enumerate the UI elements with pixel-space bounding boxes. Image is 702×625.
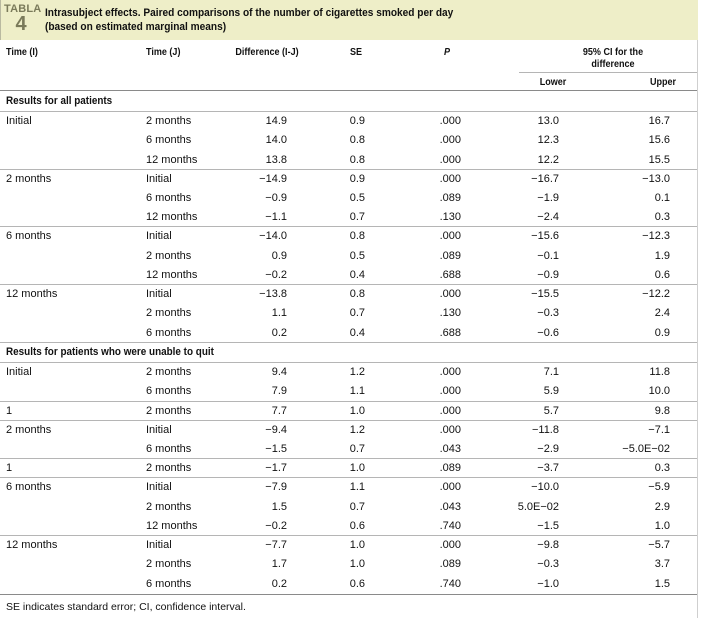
cell-p: .000 bbox=[439, 539, 461, 552]
cell-time-j: Initial bbox=[146, 481, 172, 494]
cell-time-j: 2 months bbox=[146, 558, 192, 571]
cell-p: .688 bbox=[439, 268, 461, 281]
table-badge bbox=[4, 3, 42, 37]
cell-lower: −0.9 bbox=[537, 268, 559, 281]
section-all-patients: Results for all patients bbox=[6, 95, 113, 107]
cell-time-j: 6 months bbox=[146, 442, 192, 455]
cell-difference: −0.2 bbox=[265, 519, 287, 532]
cell-p: .000 bbox=[439, 115, 461, 127]
footnote: SE indicates standard error; CI, confidence interval. bbox=[6, 601, 246, 613]
cell-time-i: 6 months bbox=[6, 230, 52, 243]
header-time-i: Time (I) bbox=[6, 46, 38, 58]
group-rule bbox=[0, 169, 697, 170]
cell-p: .130 bbox=[439, 307, 461, 320]
header-rule bbox=[0, 90, 697, 91]
cell-difference: −14.0 bbox=[259, 230, 287, 243]
cell-upper: 0.6 bbox=[654, 268, 670, 281]
cell-upper: 0.3 bbox=[654, 462, 670, 475]
cell-lower: −0.1 bbox=[537, 249, 559, 262]
cell-time-j: 12 months bbox=[146, 211, 198, 224]
cell-se: 0.7 bbox=[349, 211, 365, 224]
table-label: TABLA bbox=[4, 3, 42, 15]
cell-se: 0.5 bbox=[349, 191, 365, 204]
cell-difference: 0.9 bbox=[271, 249, 287, 262]
cell-difference: 1.7 bbox=[271, 558, 287, 571]
cell-lower: 12.2 bbox=[537, 153, 559, 166]
group-rule bbox=[0, 477, 697, 478]
cell-time-j: 2 months bbox=[146, 404, 192, 417]
cell-upper: −12.2 bbox=[642, 288, 670, 301]
cell-lower: −2.4 bbox=[537, 211, 559, 224]
cell-time-i: Initial bbox=[6, 115, 32, 127]
table-title-line2: (based on estimated marginal means) bbox=[45, 21, 227, 33]
cell-p: .089 bbox=[439, 558, 461, 571]
cell-p: .089 bbox=[439, 249, 461, 262]
cell-upper: −12.3 bbox=[642, 230, 670, 243]
right-rule bbox=[697, 40, 698, 618]
header-ci-line1: 95% CI for the bbox=[582, 46, 644, 58]
cell-time-j: 2 months bbox=[146, 366, 192, 378]
cell-se: 0.7 bbox=[349, 442, 365, 455]
cell-se: 0.9 bbox=[349, 115, 365, 127]
group-rule bbox=[0, 458, 697, 459]
cell-time-i: 1 bbox=[6, 404, 13, 417]
cell-upper: 2.9 bbox=[654, 500, 670, 513]
cell-p: .000 bbox=[439, 172, 461, 185]
ci-header-rule bbox=[519, 72, 697, 73]
table-title bbox=[45, 6, 634, 34]
cell-lower: −16.7 bbox=[531, 172, 559, 185]
cell-upper: 15.6 bbox=[648, 134, 670, 147]
header-lower: Lower bbox=[539, 76, 567, 88]
cell-upper: −5.9 bbox=[648, 481, 670, 494]
cell-difference: 13.8 bbox=[265, 153, 287, 166]
cell-upper: 10.0 bbox=[648, 385, 670, 398]
cell-se: 0.9 bbox=[349, 172, 365, 185]
group-rule bbox=[0, 535, 697, 536]
cell-p: .000 bbox=[439, 481, 461, 494]
cell-p: .000 bbox=[439, 134, 461, 147]
table-number: 4 bbox=[15, 13, 27, 35]
header-se: SE bbox=[349, 46, 363, 58]
cell-difference: −1.5 bbox=[265, 442, 287, 455]
cell-lower: −0.3 bbox=[537, 307, 559, 320]
cell-difference: 1.5 bbox=[271, 500, 287, 513]
cell-time-j: 2 months bbox=[146, 500, 192, 513]
cell-time-j: 12 months bbox=[146, 268, 198, 281]
cell-difference: −0.2 bbox=[265, 268, 287, 281]
cell-time-j: 12 months bbox=[146, 519, 198, 532]
cell-lower: −3.7 bbox=[537, 462, 559, 475]
cell-lower: −0.6 bbox=[537, 326, 559, 339]
section-rule bbox=[0, 111, 697, 112]
cell-upper: 0.3 bbox=[654, 211, 670, 224]
cell-upper: 1.5 bbox=[654, 577, 670, 590]
cell-time-j: 2 months bbox=[146, 249, 192, 262]
cell-upper: 3.7 bbox=[654, 558, 670, 571]
cell-se: 0.8 bbox=[349, 288, 365, 301]
cell-upper: 11.8 bbox=[649, 366, 670, 378]
cell-p: .089 bbox=[439, 191, 461, 204]
header-difference: Difference (I-J) bbox=[235, 46, 299, 58]
cell-time-j: 6 months bbox=[146, 326, 192, 339]
cell-upper: 2.4 bbox=[654, 307, 670, 320]
cell-difference: 9.4 bbox=[271, 366, 287, 378]
header-time-j: Time (J) bbox=[146, 46, 181, 58]
cell-p: .130 bbox=[439, 211, 461, 224]
cell-p: .688 bbox=[439, 326, 461, 339]
cell-se: 0.7 bbox=[349, 307, 365, 320]
cell-lower: −11.8 bbox=[531, 423, 559, 436]
section-rule bbox=[0, 362, 697, 363]
cell-upper: −7.1 bbox=[648, 423, 670, 436]
cell-lower: −10.0 bbox=[531, 481, 559, 494]
group-rule bbox=[0, 420, 697, 421]
cell-time-j: 12 months bbox=[146, 153, 198, 166]
cell-p: .740 bbox=[439, 519, 461, 532]
cell-p: .740 bbox=[439, 577, 461, 590]
cell-upper: −5.7 bbox=[648, 539, 670, 552]
cell-difference: 1.1 bbox=[271, 307, 287, 320]
cell-time-j: Initial bbox=[146, 230, 172, 243]
cell-upper: 1.0 bbox=[654, 519, 670, 532]
cell-difference: 0.2 bbox=[271, 326, 287, 339]
cell-time-i: 12 months bbox=[6, 539, 58, 552]
cell-se: 0.7 bbox=[349, 500, 365, 513]
cell-time-j: Initial bbox=[146, 423, 172, 436]
cell-se: 0.4 bbox=[349, 268, 365, 281]
cell-lower: −0.3 bbox=[537, 558, 559, 571]
cell-p: .089 bbox=[439, 462, 461, 475]
group-rule bbox=[0, 226, 697, 227]
cell-difference: −13.8 bbox=[259, 288, 287, 301]
cell-p: .000 bbox=[439, 230, 461, 243]
cell-upper: 16.7 bbox=[648, 115, 670, 127]
cell-se: 1.0 bbox=[349, 404, 365, 417]
cell-difference: −14.9 bbox=[259, 172, 287, 185]
cell-upper: −13.0 bbox=[642, 172, 670, 185]
cell-time-i: 2 months bbox=[6, 172, 52, 185]
table-title-line1: Intrasubject effects. Paired comparisons of the number of cigarettes smoked per day bbox=[45, 7, 454, 19]
bottom-rule bbox=[0, 594, 697, 595]
cell-upper: 0.9 bbox=[654, 326, 670, 339]
cell-difference: −7.7 bbox=[265, 539, 287, 552]
cell-p: .043 bbox=[439, 500, 461, 513]
cell-difference: 14.9 bbox=[265, 115, 287, 127]
table-header-band bbox=[0, 0, 698, 40]
cell-difference: 7.7 bbox=[271, 404, 287, 417]
cell-lower: −1.9 bbox=[537, 191, 559, 204]
cell-time-j: Initial bbox=[146, 539, 172, 552]
cell-p: .000 bbox=[439, 153, 461, 166]
cell-time-i: Initial bbox=[6, 366, 32, 378]
cell-time-i: 1 bbox=[6, 462, 13, 475]
cell-upper: 9.8 bbox=[654, 404, 670, 417]
cell-difference: 7.9 bbox=[271, 385, 287, 398]
cell-time-j: 2 months bbox=[146, 307, 192, 320]
cell-difference: −0.9 bbox=[265, 191, 287, 204]
cell-time-i: 6 months bbox=[6, 481, 52, 494]
cell-se: 1.0 bbox=[349, 558, 365, 571]
cell-difference: 14.0 bbox=[265, 134, 287, 147]
cell-lower: −1.0 bbox=[537, 577, 559, 590]
cell-lower: −1.5 bbox=[537, 519, 559, 532]
cell-se: 1.0 bbox=[349, 462, 365, 475]
cell-difference: 0.2 bbox=[271, 577, 287, 590]
cell-upper: −5.0E−02 bbox=[622, 442, 670, 455]
cell-time-j: Initial bbox=[146, 172, 172, 185]
cell-upper: 15.5 bbox=[648, 153, 670, 166]
cell-se: 1.1 bbox=[349, 385, 365, 398]
cell-time-j: 6 months bbox=[146, 385, 192, 398]
cell-time-j: 6 months bbox=[146, 134, 192, 147]
cell-lower: −9.8 bbox=[537, 539, 559, 552]
cell-se: 0.5 bbox=[349, 249, 365, 262]
cell-difference: −7.9 bbox=[265, 481, 287, 494]
group-rule bbox=[0, 284, 697, 285]
header-p: P bbox=[443, 46, 451, 58]
cell-time-j: Initial bbox=[146, 288, 172, 301]
cell-lower: −15.6 bbox=[531, 230, 559, 243]
cell-se: 1.2 bbox=[349, 423, 365, 436]
section-rule bbox=[0, 342, 697, 343]
cell-se: 0.6 bbox=[349, 577, 365, 590]
cell-time-i: 2 months bbox=[6, 423, 52, 436]
cell-p: .000 bbox=[439, 404, 461, 417]
cell-lower: −15.5 bbox=[531, 288, 559, 301]
cell-se: 1.2 bbox=[349, 366, 365, 378]
cell-lower: 5.0E−02 bbox=[517, 500, 559, 513]
cell-time-j: 2 months bbox=[146, 462, 192, 475]
cell-p: .000 bbox=[439, 385, 461, 398]
section-unable-to-quit: Results for patients who were unable to quit bbox=[6, 346, 214, 358]
cell-upper: 0.1 bbox=[654, 191, 670, 204]
cell-lower: 5.7 bbox=[543, 404, 559, 417]
cell-time-j: 2 months bbox=[146, 115, 192, 127]
cell-se: 0.8 bbox=[349, 230, 365, 243]
cell-se: 0.6 bbox=[349, 519, 365, 532]
header-ci-line2: difference bbox=[591, 58, 635, 70]
cell-se: 1.0 bbox=[349, 539, 365, 552]
cell-se: 0.8 bbox=[349, 134, 365, 147]
cell-difference: −1.1 bbox=[265, 211, 287, 224]
cell-se: 0.4 bbox=[349, 326, 365, 339]
cell-p: .043 bbox=[439, 442, 461, 455]
cell-p: .000 bbox=[439, 423, 461, 436]
cell-upper: 1.9 bbox=[654, 249, 670, 262]
cell-lower: 5.9 bbox=[543, 385, 559, 398]
cell-difference: −9.4 bbox=[265, 423, 287, 436]
cell-lower: 7.1 bbox=[543, 366, 559, 378]
cell-time-j: 6 months bbox=[146, 577, 192, 590]
cell-p: .000 bbox=[439, 366, 461, 378]
cell-difference: −1.7 bbox=[265, 462, 287, 475]
cell-se: 0.8 bbox=[349, 153, 365, 166]
cell-se: 1.1 bbox=[349, 481, 365, 494]
cell-lower: −2.9 bbox=[537, 442, 559, 455]
cell-lower: 12.3 bbox=[537, 134, 559, 147]
cell-time-j: 6 months bbox=[146, 191, 192, 204]
cell-time-i: 12 months bbox=[6, 288, 58, 301]
cell-lower: 13.0 bbox=[537, 115, 559, 127]
cell-p: .000 bbox=[439, 288, 461, 301]
header-upper: Upper bbox=[649, 76, 677, 88]
group-rule bbox=[0, 401, 697, 402]
